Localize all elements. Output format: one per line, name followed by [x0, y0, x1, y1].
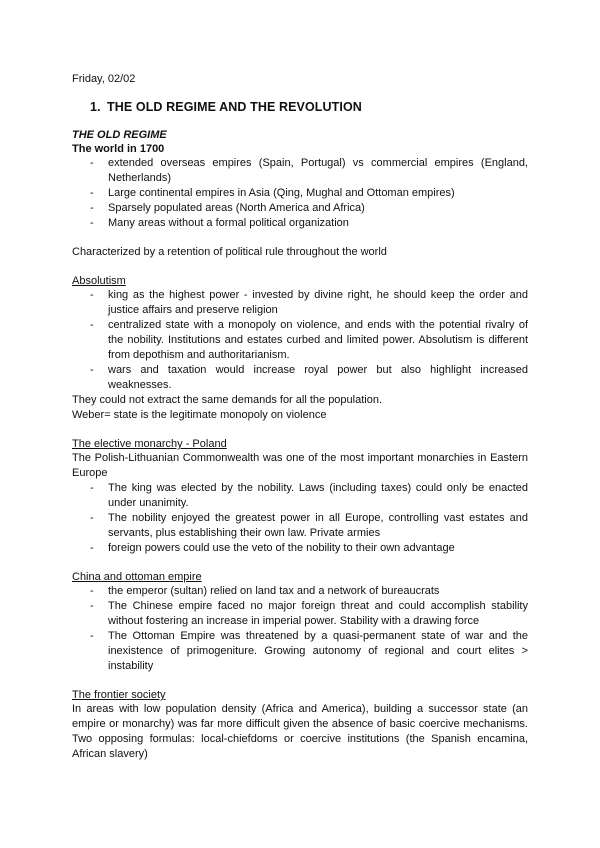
subheading-frontier-society: The frontier society [72, 689, 166, 701]
paragraph-absolutism-note-2: Weber= state is the legitimate monopoly on violence [72, 409, 327, 421]
subheading-absolutism: Absolutism [72, 275, 126, 287]
list-item: - extended overseas empires (Spain, Portugal) vs commercial empires (England, Netherlands) [72, 156, 528, 186]
paragraph-poland-intro: The Polish-Lithuanian Commonwealth was one of the most important monarchies in Eastern Europe [72, 452, 528, 479]
chapter-title-text: THE OLD REGIME AND THE REVOLUTION [107, 100, 362, 114]
list-item: - Sparsely populated areas (North America and Africa) [72, 201, 528, 216]
paragraph-characterized: Characterized by a retention of political rule throughout the world [72, 246, 387, 258]
list-item: - The Ottoman Empire was threatened by a quasi-permanent state of war and the inexistence of primogeniture. Growing autonomy of regional and court elites > instability [72, 629, 528, 674]
subheading-poland: The elective monarchy - Poland [72, 438, 227, 450]
section-heading-old-regime: THE OLD REGIME [72, 129, 167, 141]
list-item: - Many areas without a formal political organization [72, 216, 528, 231]
list-item: - The Chinese empire faced no major foreign threat and could accomplish stability without fostering an increase in imperial power. Stability with a drawing force [72, 599, 528, 629]
document-page [72, 72, 528, 762]
list-item: - The nobility enjoyed the greatest power in all Europe, controlling vast estates and servants, plus establishing their own law. Private armies [72, 511, 528, 541]
paragraph-absolutism-note-1: They could not extract the same demands for all the population. [72, 394, 383, 406]
list-item: - king as the highest power - invested by divine right, he should keep the order and justice affairs and preserve religion [72, 288, 528, 318]
china-ottoman-list [72, 584, 528, 674]
absolutism-list [72, 288, 528, 393]
list-item: - wars and taxation would increase royal power but also highlight increased weaknesses. [72, 363, 528, 393]
paragraph-frontier-society: In areas with low population density (Africa and America), building a successor state (an empire or monarchy) was far more difficult given the absence of basic coercive mechanisms. Two opposing formulas: local-chiefdoms or coercive institutions (the Spanish encamina, African slavery) [72, 703, 528, 760]
list-item: - the emperor (sultan) relied on land tax and a network of bureaucrats [72, 584, 528, 599]
chapter-number: 1. [90, 100, 101, 114]
list-item: - Large continental empires in Asia (Qing, Mughal and Ottoman empires) [72, 186, 528, 201]
world-1700-list [72, 156, 528, 231]
subheading-world-1700: The world in 1700 [72, 143, 165, 155]
list-item: - centralized state with a monopoly on violence, and ends with the potential rivalry of the nobility. Institutions and estates curbed and limited power. Absolutism is different from depothism and authoritarianism. [72, 318, 528, 363]
list-item: - The king was elected by the nobility. Laws (including taxes) could only be enacted under unanimity. [72, 481, 528, 511]
date-line: Friday, 02/02 [72, 73, 136, 85]
list-item: - foreign powers could use the veto of the nobility to their own advantage [72, 541, 528, 556]
poland-list [72, 481, 528, 556]
subheading-china-ottoman: China and ottoman empire [72, 571, 202, 583]
chapter-title [90, 99, 528, 115]
